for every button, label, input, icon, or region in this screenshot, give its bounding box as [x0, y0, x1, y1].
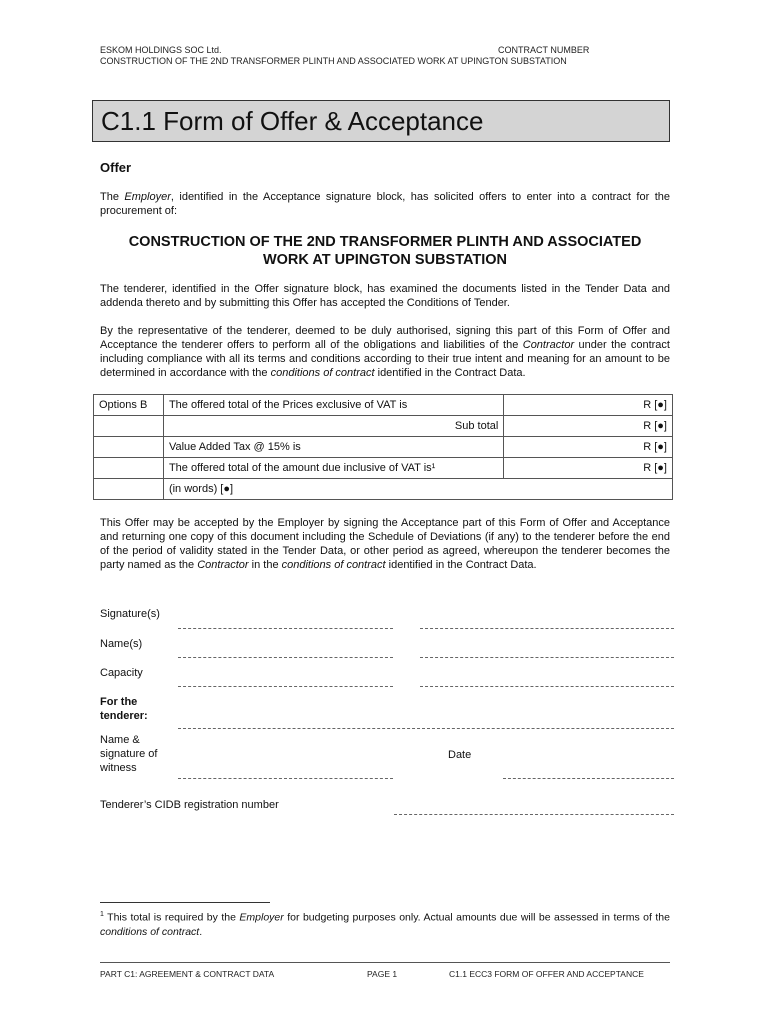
intro-text-a: The [100, 191, 125, 203]
para3-contractor: Contractor [197, 559, 249, 571]
acceptance-paragraph [100, 516, 670, 572]
offer-heading: Offer [100, 160, 132, 175]
footnote [100, 908, 670, 939]
footnote-conditions: conditions of contract [100, 925, 200, 938]
price-value: R [●] [504, 395, 673, 416]
intro-paragraph [100, 190, 670, 218]
for-tenderer-label [100, 695, 148, 723]
para3-text-b: in the [248, 559, 282, 571]
header-contract-number: CONTRACT NUMBER [498, 45, 590, 55]
footer-left: PART C1: AGREEMENT & CONTRACT DATA [100, 969, 275, 979]
names-label: Name(s) [100, 638, 143, 650]
price-value: R [●] [504, 437, 673, 458]
para2-conditions: conditions of contract [270, 367, 375, 379]
footer-right: C1.1 ECC3 FORM OF OFFER AND ACCEPTANCE [449, 969, 644, 979]
tenderer-name-line[interactable] [178, 728, 674, 729]
price-label: Sub total [163, 416, 503, 437]
capacity-line-2[interactable] [420, 686, 674, 687]
names-line-1[interactable] [178, 657, 393, 658]
for-tenderer-line2: tenderer: [100, 710, 148, 722]
footnote-text-b: for budgeting purposes only. Actual amounts due will be assessed in terms of the [283, 911, 670, 924]
cidb-label: Tenderer’s CIDB registration number [100, 799, 279, 811]
witness-signature-line[interactable] [178, 778, 393, 779]
footnote-marker: 1 [100, 911, 104, 918]
para2-text-a: By the representative of the tenderer, deemed to be duly authorised, signing this part of this Form of Offer and Acceptance the tenderer offers to perform all of the obligations and liabilities of the [100, 325, 670, 351]
tenderer-paragraph: The tenderer, identified in the Offer signature block, has examined the documents listed in the Tender Data and addenda thereto and by submitting this Offer has accepted the Conditions of Tender. [100, 283, 670, 309]
para2-contractor: Contractor [522, 339, 575, 351]
title-box [92, 100, 670, 142]
cidb-line[interactable] [394, 814, 674, 815]
table-row [94, 458, 673, 479]
para2-text-c: identified in the Contract Data. [374, 367, 526, 379]
table-row [94, 395, 673, 416]
date-label: Date [448, 749, 472, 761]
capacity-label: Capacity [100, 667, 143, 679]
footnote-text-c: . [199, 925, 203, 938]
representative-paragraph [100, 324, 670, 380]
price-value: R [●] [504, 416, 673, 437]
footnote-divider [100, 902, 270, 903]
footnote-text-a: This total is required by the [103, 911, 240, 924]
price-table [93, 394, 673, 500]
para3-text-a: This Offer may be accepted by the Employer by signing the Acceptance part of this Form of Offer and Acceptance and returning one copy of this document including the Schedule of Deviations (if any) to the tenderer before the end of the period of validity stated in the Tender Data, or other period as agreed, whereupon the tenderer becomes the party named as the [100, 517, 670, 571]
witness-label [100, 733, 157, 775]
table-row [94, 479, 673, 500]
for-tenderer-line1: For the [100, 696, 138, 708]
para3-text-c: identified in the Contract Data. [385, 559, 537, 571]
signature-line-2[interactable] [420, 628, 674, 629]
footer-page: PAGE 1 [367, 969, 398, 979]
date-line[interactable] [503, 778, 674, 779]
project-title-line2: WORK AT UPINGTON SUBSTATION [262, 252, 508, 268]
intro-employer: Employer [124, 191, 171, 203]
witness-line1: Name & [100, 734, 140, 746]
witness-line3: witness [100, 762, 137, 774]
capacity-line-1[interactable] [178, 686, 393, 687]
table-row [94, 437, 673, 458]
para3-conditions: conditions of contract [281, 559, 386, 571]
project-title [92, 233, 678, 269]
page-title: C1.1 Form of Offer & Acceptance [101, 106, 484, 136]
header-company: ESKOM HOLDINGS SOC Ltd. [100, 45, 222, 55]
header-project: CONSTRUCTION OF THE 2ND TRANSFORMER PLINTH AND ASSOCIATED WORK AT UPINGTON SUBSTATION [100, 56, 567, 66]
price-label: The offered total of the amount due inclusive of VAT is¹ [163, 458, 503, 479]
price-label: (in words) [●] [163, 479, 672, 500]
footer-divider [100, 962, 670, 963]
price-label: The offered total of the Prices exclusive of VAT is [163, 395, 503, 416]
price-label: Value Added Tax @ 15% is [163, 437, 503, 458]
price-value: R [●] [504, 458, 673, 479]
signature-label: Signature(s) [100, 608, 160, 620]
intro-text-b: , identified in the Acceptance signature block, has solicited offers to enter into a contract for the procurement of: [100, 191, 670, 217]
witness-line2: signature of [100, 748, 158, 760]
names-line-2[interactable] [420, 657, 674, 658]
table-row [94, 416, 673, 437]
signature-line-1[interactable] [178, 628, 393, 629]
para2-text-b: under the contract including compliance with all its terms and conditions according to their true intent and meaning for an amount to be determined in accordance with the [100, 339, 670, 379]
option-cell: Options B [94, 395, 164, 416]
footnote-employer: Employer [239, 911, 284, 924]
project-title-line1: CONSTRUCTION OF THE 2ND TRANSFORMER PLINTH AND ASSOCIATED [128, 234, 642, 250]
